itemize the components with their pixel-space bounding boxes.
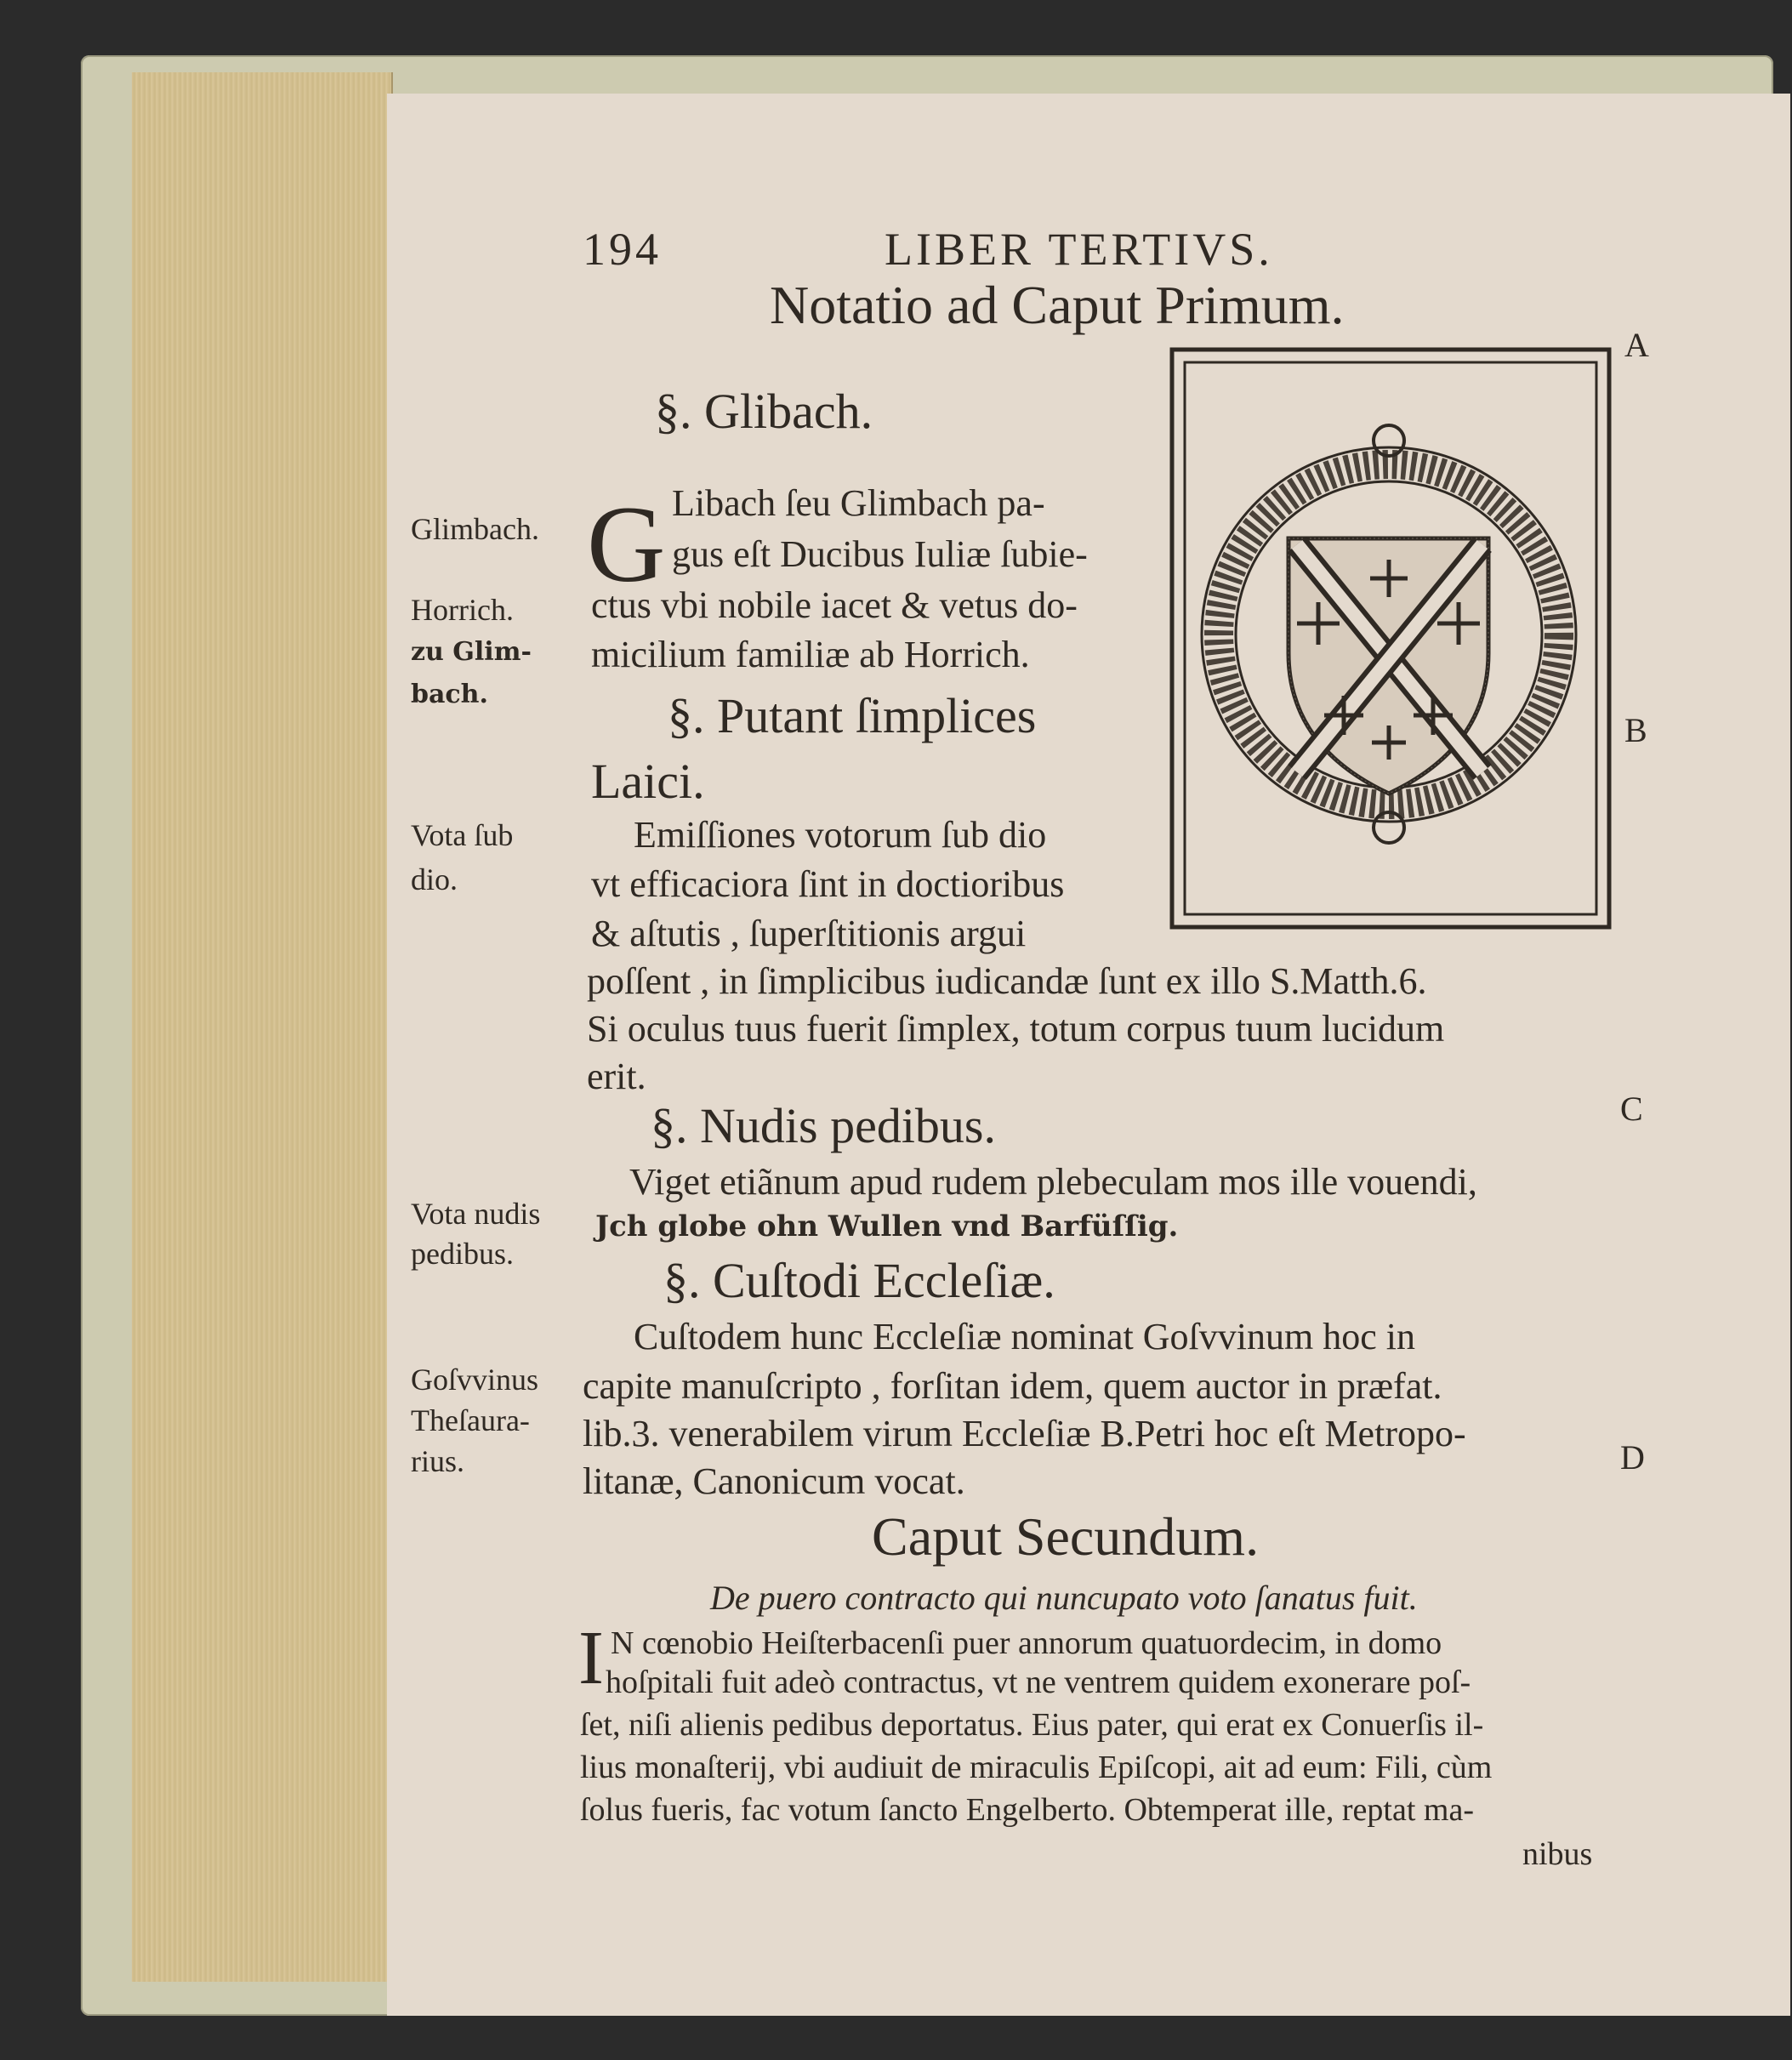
marginal-note-vota-sub-dio: Vota ſub: [411, 818, 514, 852]
marginal-note-gosvvinus-3: rius.: [411, 1444, 464, 1478]
text-line: Emiſſiones votorum ſub dio: [634, 814, 1047, 856]
chapter-title: Caput Secundum.: [872, 1506, 1260, 1567]
section-title: Notatio ad Caput Primum.: [770, 275, 1345, 335]
heading-nudis-pedibus: §. Nudis pedibus.: [651, 1098, 996, 1153]
heading-custodi-ecclesiae: §. Cuſtodi Eccleſiæ.: [663, 1253, 1055, 1308]
text-line: micilium familiæ ab Horrich.: [591, 634, 1030, 675]
text-line: & aſtutis , ſuperſtitionis argui: [591, 913, 1027, 954]
catchword: nibus: [1522, 1836, 1593, 1872]
marginal-note-glimbach: Glimbach.: [411, 512, 539, 546]
side-letter-a: A: [1624, 326, 1649, 364]
marginal-note-vota-nudis: Vota nudis: [411, 1197, 541, 1231]
text-line: ctus vbi nobile iacet & vetus do-: [591, 584, 1078, 626]
text-line: ſet, niſi alienis pedibus deportatus. Eius pater, qui erat ex Conuerſis il-: [580, 1707, 1484, 1743]
chapter-subtitle: De puero contracto qui nuncupato voto ſanatus fuit.: [710, 1579, 1418, 1617]
text-line: erit.: [587, 1056, 646, 1097]
heading-putant-line2: Laici.: [591, 754, 705, 809]
german-phrase: Jch globe ohn Wullen vnd Barfüſſig.: [595, 1209, 1179, 1243]
text-line: litanæ, Canonicum vocat.: [583, 1460, 965, 1502]
marginal-note-vota-sub-dio-2: dio.: [411, 862, 458, 896]
text-line: vt efficaciora ſint in doctioribus: [591, 863, 1065, 905]
text-line: gus eſt Ducibus Iuliæ ſubie-: [672, 533, 1088, 575]
drop-letter-i: I: [578, 1616, 604, 1700]
coat-of-arms-woodcut: [1169, 347, 1612, 930]
text-line: Viget etiãnum apud rudem plebeculam mos ille vouendi,: [629, 1161, 1477, 1203]
text-line: Cuſtodem hunc Eccleſiæ nominat Goſvvinum hoc in: [634, 1316, 1415, 1357]
text-line: poſſent , in ſimplicibus iudicandæ ſunt ex illo S.Matth.6.: [587, 960, 1427, 1002]
marginal-note-vota-nudis-2: pedibus.: [411, 1237, 514, 1271]
text-line: ſolus fueris, fac votum ſancto Engelberto. Obtemperat ille, reptat ma-: [580, 1792, 1474, 1828]
text-line: lius monaſterij, vbi audiuit de miraculis Epiſcopi, ait ad eum: Fili, cùm: [580, 1750, 1493, 1785]
heading-putant: §. Putant ſimplices: [668, 688, 1037, 743]
side-letter-b: B: [1624, 711, 1647, 749]
text-line: hoſpitali fuit adeò contractus, vt ne ventrem quidem exonerare poſ-: [606, 1665, 1471, 1700]
page-number: 194: [583, 224, 662, 275]
marginal-note-zu-glimbach: zu Glim-: [411, 637, 532, 667]
running-title: LIBER TERTIVS.: [885, 224, 1273, 275]
heading-glibach: §. Glibach.: [655, 384, 873, 439]
text-line: Libach ſeu Glimbach pa-: [672, 482, 1045, 524]
side-letter-c: C: [1620, 1090, 1643, 1128]
marginal-note-gosvvinus: Goſvvinus: [411, 1363, 539, 1397]
page-block-edge: [132, 72, 393, 1982]
marginal-note-zu-glimbach-2: bach.: [411, 680, 488, 709]
marginal-note-horrich: Horrich.: [411, 593, 514, 627]
text-line: N cœnobio Heiſterbacenſi puer annorum quatuordecim, in domo: [611, 1625, 1442, 1661]
drop-letter-g: G: [587, 484, 666, 605]
text-line: lib.3. venerabilem virum Eccleſiæ B.Petri hoc eſt Metropo-: [583, 1413, 1466, 1454]
text-line: capite manuſcripto , forſitan idem, quem auctor in præfat.: [583, 1365, 1442, 1407]
text-line: Si oculus tuus fuerit ſimplex, totum corpus tuum lucidum: [587, 1008, 1445, 1050]
marginal-note-gosvvinus-2: Theſaura-: [411, 1403, 530, 1437]
side-letter-d: D: [1620, 1438, 1645, 1477]
